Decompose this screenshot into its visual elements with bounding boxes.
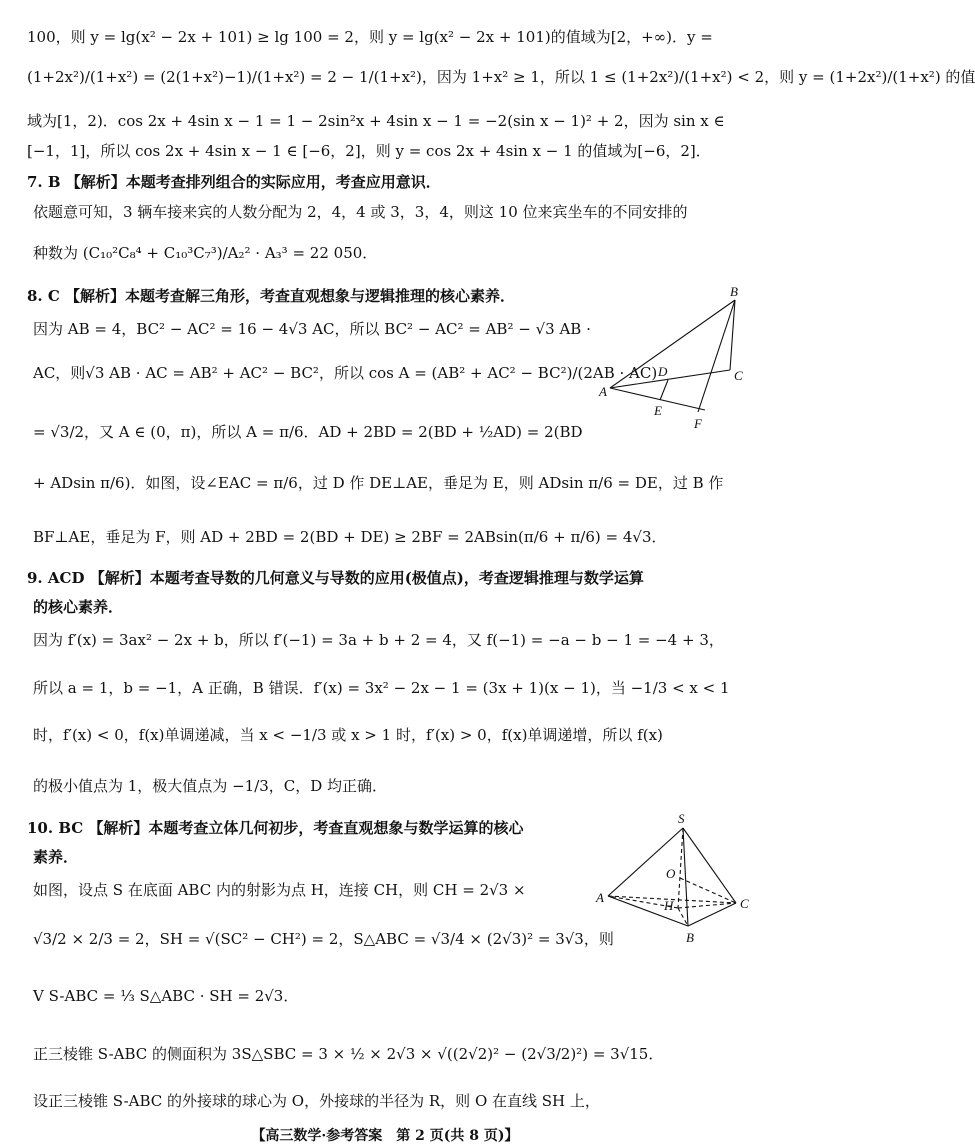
text-line-19: 的极小值点为 1，极大值点为 −1/3，C，D 均正确．	[33, 777, 388, 795]
label-A: A	[599, 384, 607, 399]
text-line-22: 如图，设点 S 在底面 ABC 内的射影为点 H，连接 CH，则 CH = 2√3 ×	[33, 881, 526, 899]
text-line-16: 因为 f′(x) = 3ax² − 2x + b，所以 f′(−1) = 3a + b + 2 = 4，又 f(−1) = −a − b − 1 = −4 + 3，	[33, 631, 724, 649]
triangle-figure	[590, 280, 760, 435]
label-E: E	[654, 403, 662, 418]
text-line-23: √3/2 × 2/3 = 2，SH = √(SC² − CH²) = 2，S△ABC = √3/4 × (2√3)² = 3√3，则	[33, 930, 614, 948]
text-line-24: V S-ABC = ⅓ S△ABC · SH = 2√3．	[33, 987, 299, 1005]
text-line-25: 正三棱锥 S-ABC 的侧面积为 3S△SBC = 3 × ½ × 2√3 × √((2√2)² − (2√3/2)²) = 3√15．	[33, 1045, 664, 1063]
q7-heading: 7. B 【解析】本题考查排列组合的实际应用，考查应用意识．	[27, 173, 441, 191]
text-line-18: 时，f′(x) < 0，f(x)单调递减，当 x < −1/3 或 x > 1 时，f′(x) > 0，f(x)单调递增，所以 f(x)	[33, 726, 663, 744]
q8-heading: 8. C 【解析】本题考查解三角形，考查直观想象与逻辑推理的核心素养．	[27, 287, 516, 305]
text-line-4: [−1，1]，所以 cos 2x + 4sin x − 1 ∈ [−6，2]，则 y = cos 2x + 4sin x − 1 的值域为[−6，2]．	[27, 142, 711, 160]
q10-heading: 10. BC 【解析】本题考查立体几何初步，考查直观想象与数学运算的核心	[27, 819, 524, 837]
text-line-2: (1+2x²)/(1+x²) = (2(1+x²)−1)/(1+x²) = 2 − 1/(1+x²)，因为 1+x² ≥ 1，所以 1 ≤ (1+2x²)/(1+x²) < 2，则 y = (1+2x²)/(1+x²) 的值	[27, 68, 975, 86]
text-line-13: BF⊥AE，垂足为 F，则 AD + 2BD = 2(BD + DE) ≥ 2BF = 2ABsin(π/6 + π/6) = 4√3．	[33, 528, 667, 546]
text-line-1: 100，则 y = lg(x² − 2x + 101) ≥ lg 100 = 2，则 y = lg(x² − 2x + 101)的值域为[2，+∞)．y =	[27, 28, 713, 46]
text-line-21: 素养．	[33, 848, 79, 866]
text-line-7: 种数为 (C₁₀²C₈⁴ + C₁₀³C₇³)/A₂² · A₃³ = 22 050．	[33, 244, 378, 262]
text-line-10: AC，则√3 AB · AC = AB² + AC² − BC²，所以 cos A = (AB² + AC² − BC²)/(2AB · AC)	[33, 364, 658, 382]
q9-heading: 9. ACD 【解析】本题考查导数的几何意义与导数的应用(极值点)，考查逻辑推理与数学运算	[27, 569, 644, 587]
text-line-11: = √3/2，又 A ∈ (0，π)，所以 A = π/6．AD + 2BD = 2(BD + ½AD) = 2(BD	[33, 423, 583, 441]
label-O: O	[666, 866, 676, 881]
label-C: C	[734, 368, 743, 383]
label-C10: C	[740, 896, 749, 911]
text-line-6: 依题意可知，3 辆车接来宾的人数分配为 2，4，4 或 3，3，4，则这 10 位来宾坐车的不同安排的	[33, 203, 688, 221]
text-line-15: 的核心素养．	[33, 598, 124, 616]
text-line-3: 域为[1，2)．cos 2x + 4sin x − 1 = 1 − 2sin²x + 4sin x − 1 = −2(sin x − 1)² + 2，因为 sin x ∈	[27, 112, 725, 130]
text-line-12: + ADsin π/6)．如图，设∠EAC = π/6，过 D 作 DE⊥AE，垂足为 E，则 ADsin π/6 = DE，过 B 作	[33, 474, 724, 492]
text-line-26: 设正三棱锥 S-ABC 的外接球的球心为 O，外接球的半径为 R，则 O 在直线 SH 上，	[33, 1092, 600, 1110]
label-F: F	[694, 416, 702, 431]
text-line-9: 因为 AB = 4，BC² − AC² = 16 − 4√3 AC，所以 BC² − AC² = AB² − √3 AB ·	[33, 320, 591, 338]
label-A10: A	[596, 890, 604, 905]
label-B10: B	[686, 930, 694, 945]
label-S: S	[678, 811, 685, 826]
label-D: D	[658, 364, 668, 379]
pyramid-figure	[590, 808, 760, 948]
text-line-17: 所以 a = 1，b = −1，A 正确，B 错误．f′(x) = 3x² − 2x − 1 = (3x + 1)(x − 1)，当 −1/3 < x < 1	[33, 679, 730, 697]
page-footer: 【高三数学·参考答案 第 2 页(共 8 页)】	[251, 1128, 519, 1144]
label-B: B	[730, 284, 738, 299]
label-H: H	[664, 898, 674, 913]
